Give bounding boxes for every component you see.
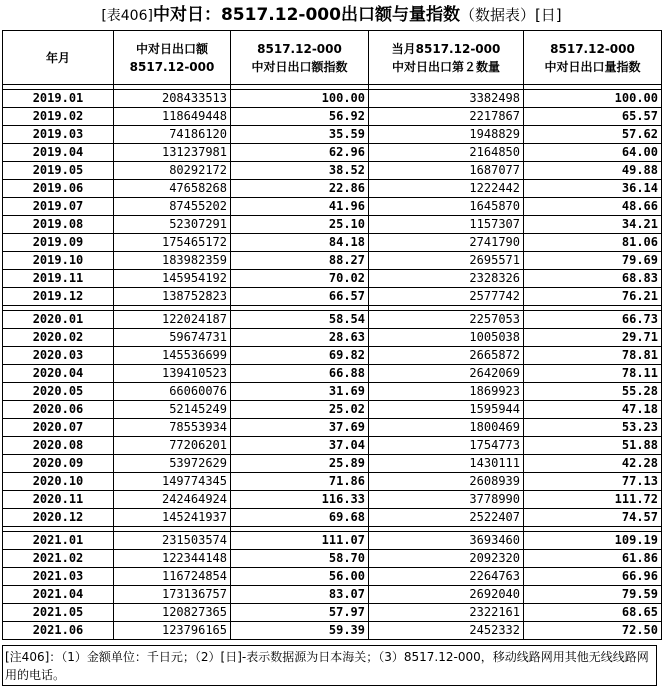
cell-amount-index: 100.00 <box>231 90 369 108</box>
cell-export-amount: 77206201 <box>114 437 231 455</box>
cell-quantity: 2452332 <box>369 622 524 640</box>
cell-quantity: 3693460 <box>369 532 524 550</box>
cell-quantity: 2695571 <box>369 252 524 270</box>
cell-amount-index: 56.00 <box>231 568 369 586</box>
table-row <box>3 419 662 437</box>
cell-amount-index: 28.63 <box>231 329 369 347</box>
cell-year-month: 2019.10 <box>3 252 114 270</box>
cell-quantity-index: 66.73 <box>524 311 662 329</box>
cell-amount-index: 116.33 <box>231 491 369 509</box>
cell-amount-index: 88.27 <box>231 252 369 270</box>
cell-quantity: 1800469 <box>369 419 524 437</box>
cell-export-amount: 87455202 <box>114 198 231 216</box>
cell-quantity: 2164850 <box>369 144 524 162</box>
table-row <box>3 270 662 288</box>
cell-amount-index: 58.54 <box>231 311 369 329</box>
cell-quantity-index: 81.06 <box>524 234 662 252</box>
cell-year-month: 2020.06 <box>3 401 114 419</box>
header-row <box>3 31 662 85</box>
cell-quantity: 1595944 <box>369 401 524 419</box>
cell-quantity-index: 51.88 <box>524 437 662 455</box>
cell-quantity: 2264763 <box>369 568 524 586</box>
cell-export-amount: 122344148 <box>114 550 231 568</box>
cell-export-amount: 145241937 <box>114 509 231 527</box>
cell-quantity-index: 100.00 <box>524 90 662 108</box>
cell-amount-index: 71.86 <box>231 473 369 491</box>
cell-amount-index: 56.92 <box>231 108 369 126</box>
header-amount-index: 8517.12-000 中对日出口额指数 <box>231 31 369 85</box>
data-table <box>2 30 662 640</box>
cell-export-amount: 139410523 <box>114 365 231 383</box>
cell-amount-index: 25.10 <box>231 216 369 234</box>
cell-year-month: 2020.11 <box>3 491 114 509</box>
cell-quantity-index: 76.21 <box>524 288 662 306</box>
cell-year-month: 2021.01 <box>3 532 114 550</box>
cell-year-month: 2020.10 <box>3 473 114 491</box>
cell-export-amount: 74186120 <box>114 126 231 144</box>
cell-year-month: 2020.09 <box>3 455 114 473</box>
table-row <box>3 365 662 383</box>
cell-quantity: 3382498 <box>369 90 524 108</box>
cell-export-amount: 231503574 <box>114 532 231 550</box>
cell-year-month: 2020.02 <box>3 329 114 347</box>
header-quantity-index: 8517.12-000 中对日出口量指数 <box>524 31 662 85</box>
cell-quantity-index: 79.69 <box>524 252 662 270</box>
cell-quantity: 2692040 <box>369 586 524 604</box>
cell-quantity-index: 49.88 <box>524 162 662 180</box>
table-row <box>3 532 662 550</box>
table-title <box>0 0 663 30</box>
cell-export-amount: 116724854 <box>114 568 231 586</box>
table-tag: [表406] <box>101 8 153 24</box>
table-row <box>3 234 662 252</box>
table-body <box>3 85 662 640</box>
cell-amount-index: 66.57 <box>231 288 369 306</box>
cell-amount-index: 37.69 <box>231 419 369 437</box>
cell-year-month: 2019.02 <box>3 108 114 126</box>
header-year-month: 年月 <box>3 31 114 85</box>
cell-export-amount: 78553934 <box>114 419 231 437</box>
cell-quantity-index: 68.83 <box>524 270 662 288</box>
table-row <box>3 455 662 473</box>
table-row <box>3 252 662 270</box>
cell-export-amount: 138752823 <box>114 288 231 306</box>
cell-quantity: 1157307 <box>369 216 524 234</box>
cell-quantity: 2741790 <box>369 234 524 252</box>
table-row <box>3 437 662 455</box>
table-row <box>3 198 662 216</box>
table-row <box>3 162 662 180</box>
cell-amount-index: 38.52 <box>231 162 369 180</box>
table-row <box>3 586 662 604</box>
cell-quantity-index: 78.81 <box>524 347 662 365</box>
cell-year-month: 2019.08 <box>3 216 114 234</box>
cell-export-amount: 122024187 <box>114 311 231 329</box>
table-row <box>3 473 662 491</box>
table-row <box>3 550 662 568</box>
cell-amount-index: 37.04 <box>231 437 369 455</box>
cell-amount-index: 69.82 <box>231 347 369 365</box>
cell-quantity: 2608939 <box>369 473 524 491</box>
table-row <box>3 383 662 401</box>
cell-amount-index: 41.96 <box>231 198 369 216</box>
cell-quantity: 1430111 <box>369 455 524 473</box>
cell-export-amount: 123796165 <box>114 622 231 640</box>
cell-year-month: 2019.11 <box>3 270 114 288</box>
cell-year-month: 2019.09 <box>3 234 114 252</box>
table-row <box>3 311 662 329</box>
cell-quantity-index: 111.72 <box>524 491 662 509</box>
cell-quantity: 1687077 <box>369 162 524 180</box>
cell-quantity: 2257053 <box>369 311 524 329</box>
table-row <box>3 144 662 162</box>
cell-year-month: 2021.04 <box>3 586 114 604</box>
cell-export-amount: 173136757 <box>114 586 231 604</box>
cell-year-month: 2019.03 <box>3 126 114 144</box>
table-row <box>3 216 662 234</box>
cell-quantity-index: 61.86 <box>524 550 662 568</box>
cell-quantity-index: 74.57 <box>524 509 662 527</box>
cell-export-amount: 47658268 <box>114 180 231 198</box>
table-row <box>3 622 662 640</box>
cell-quantity: 2665872 <box>369 347 524 365</box>
cell-quantity: 2092320 <box>369 550 524 568</box>
cell-year-month: 2019.12 <box>3 288 114 306</box>
cell-export-amount: 52145249 <box>114 401 231 419</box>
cell-amount-index: 66.88 <box>231 365 369 383</box>
cell-quantity: 1005038 <box>369 329 524 347</box>
cell-amount-index: 57.97 <box>231 604 369 622</box>
cell-amount-index: 58.70 <box>231 550 369 568</box>
cell-quantity-index: 79.59 <box>524 586 662 604</box>
table-row <box>3 126 662 144</box>
cell-year-month: 2021.02 <box>3 550 114 568</box>
cell-quantity: 1869923 <box>369 383 524 401</box>
table-subtitle: （数据表）[日] <box>459 6 562 24</box>
cell-quantity: 2328326 <box>369 270 524 288</box>
cell-amount-index: 84.18 <box>231 234 369 252</box>
cell-quantity-index: 66.96 <box>524 568 662 586</box>
cell-quantity-index: 29.71 <box>524 329 662 347</box>
header-export-amount: 中对日出口额 8517.12-000 <box>114 31 231 85</box>
cell-year-month: 2020.01 <box>3 311 114 329</box>
header-quantity: 当月8517.12-000 中对日出口第２数量 <box>369 31 524 85</box>
cell-amount-index: 35.59 <box>231 126 369 144</box>
cell-export-amount: 120827365 <box>114 604 231 622</box>
cell-export-amount: 118649448 <box>114 108 231 126</box>
cell-quantity: 2322161 <box>369 604 524 622</box>
cell-amount-index: 83.07 <box>231 586 369 604</box>
cell-year-month: 2019.06 <box>3 180 114 198</box>
cell-year-month: 2021.06 <box>3 622 114 640</box>
cell-quantity-index: 34.21 <box>524 216 662 234</box>
cell-amount-index: 111.07 <box>231 532 369 550</box>
cell-quantity-index: 77.13 <box>524 473 662 491</box>
cell-amount-index: 69.68 <box>231 509 369 527</box>
cell-year-month: 2021.05 <box>3 604 114 622</box>
cell-amount-index: 31.69 <box>231 383 369 401</box>
cell-quantity-index: 53.23 <box>524 419 662 437</box>
cell-quantity-index: 65.57 <box>524 108 662 126</box>
cell-quantity: 2522407 <box>369 509 524 527</box>
table-row <box>3 108 662 126</box>
table-row <box>3 509 662 527</box>
table-row <box>3 180 662 198</box>
cell-quantity-index: 72.50 <box>524 622 662 640</box>
cell-year-month: 2020.05 <box>3 383 114 401</box>
cell-export-amount: 175465172 <box>114 234 231 252</box>
cell-quantity: 2642069 <box>369 365 524 383</box>
cell-quantity: 1948829 <box>369 126 524 144</box>
cell-amount-index: 59.39 <box>231 622 369 640</box>
cell-amount-index: 25.89 <box>231 455 369 473</box>
table-row <box>3 90 662 108</box>
cell-export-amount: 242464924 <box>114 491 231 509</box>
cell-year-month: 2020.12 <box>3 509 114 527</box>
cell-quantity-index: 47.18 <box>524 401 662 419</box>
cell-export-amount: 149774345 <box>114 473 231 491</box>
cell-quantity-index: 64.00 <box>524 144 662 162</box>
cell-quantity-index: 42.28 <box>524 455 662 473</box>
cell-year-month: 2019.01 <box>3 90 114 108</box>
table-row <box>3 568 662 586</box>
cell-export-amount: 208433513 <box>114 90 231 108</box>
cell-export-amount: 145954192 <box>114 270 231 288</box>
cell-amount-index: 70.02 <box>231 270 369 288</box>
table-row <box>3 604 662 622</box>
cell-quantity: 1754773 <box>369 437 524 455</box>
cell-quantity-index: 109.19 <box>524 532 662 550</box>
footnote: [注406]：（1）金额单位：千日元；（2）[日]-表示数据源为日本海关；（3）8517.12-000，移动线路网用其他无线线路网用的电话。 <box>2 645 657 686</box>
cell-amount-index: 62.96 <box>231 144 369 162</box>
table-row <box>3 329 662 347</box>
cell-quantity-index: 48.66 <box>524 198 662 216</box>
cell-export-amount: 80292172 <box>114 162 231 180</box>
cell-year-month: 2019.05 <box>3 162 114 180</box>
cell-quantity: 1222442 <box>369 180 524 198</box>
cell-year-month: 2020.04 <box>3 365 114 383</box>
cell-export-amount: 131237981 <box>114 144 231 162</box>
cell-year-month: 2020.07 <box>3 419 114 437</box>
table-row <box>3 288 662 306</box>
cell-amount-index: 25.02 <box>231 401 369 419</box>
table-main-title: 中对日：8517.12-000出口额与量指数 <box>152 5 460 25</box>
table-row <box>3 401 662 419</box>
table-row <box>3 491 662 509</box>
cell-export-amount: 59674731 <box>114 329 231 347</box>
cell-amount-index: 22.86 <box>231 180 369 198</box>
cell-quantity-index: 55.28 <box>524 383 662 401</box>
cell-year-month: 2020.03 <box>3 347 114 365</box>
cell-export-amount: 66060076 <box>114 383 231 401</box>
cell-year-month: 2020.08 <box>3 437 114 455</box>
cell-export-amount: 145536699 <box>114 347 231 365</box>
cell-quantity: 2577742 <box>369 288 524 306</box>
cell-export-amount: 52307291 <box>114 216 231 234</box>
cell-quantity-index: 57.62 <box>524 126 662 144</box>
cell-year-month: 2019.04 <box>3 144 114 162</box>
cell-quantity-index: 68.65 <box>524 604 662 622</box>
cell-quantity: 3778990 <box>369 491 524 509</box>
cell-quantity-index: 78.11 <box>524 365 662 383</box>
table-row <box>3 347 662 365</box>
cell-quantity: 1645870 <box>369 198 524 216</box>
cell-quantity: 2217867 <box>369 108 524 126</box>
cell-year-month: 2019.07 <box>3 198 114 216</box>
cell-year-month: 2021.03 <box>3 568 114 586</box>
cell-quantity-index: 36.14 <box>524 180 662 198</box>
cell-export-amount: 53972629 <box>114 455 231 473</box>
cell-export-amount: 183982359 <box>114 252 231 270</box>
